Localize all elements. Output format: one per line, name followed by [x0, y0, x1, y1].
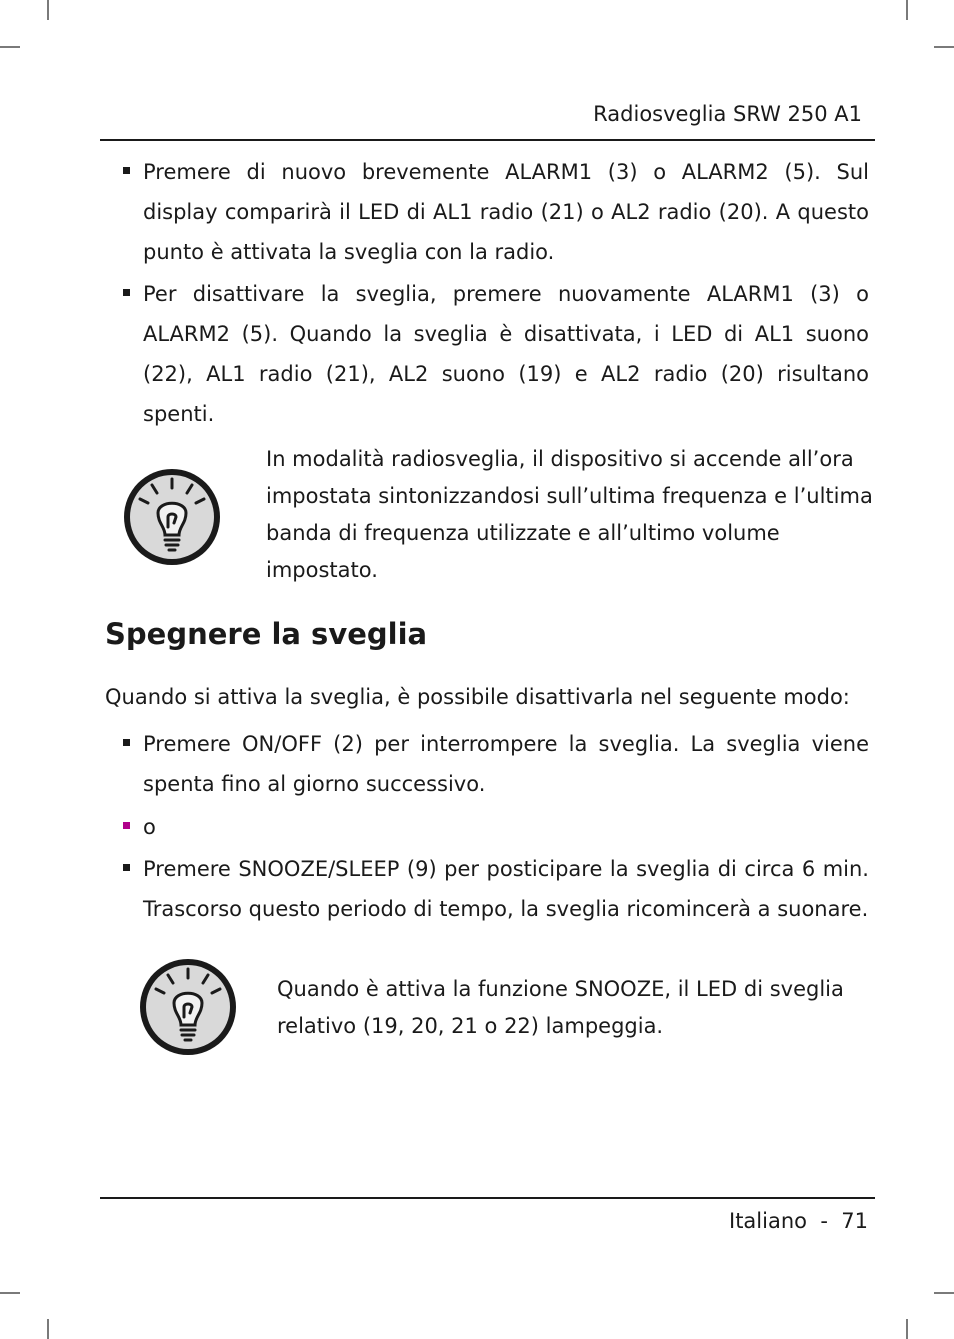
- bullet-marker: [123, 167, 130, 174]
- crop-mark: [47, 0, 49, 20]
- crop-mark: [47, 1319, 49, 1339]
- list-item-text: o: [143, 815, 156, 839]
- crop-mark: [906, 1319, 908, 1339]
- list-item: [123, 849, 869, 929]
- crop-mark: [0, 1292, 20, 1294]
- crop-mark: [934, 1292, 954, 1294]
- list-item: [123, 152, 869, 272]
- lightbulb-icon: [138, 957, 238, 1057]
- footer-rule: [100, 1197, 875, 1199]
- crop-mark: [906, 0, 908, 20]
- list-item-text: Premere SNOOZE/SLEEP (9) per posticipare la sveglia di circa 6 min. Trascorso questo periodo di tempo, la sveglia ricomincerà a suonare.: [143, 857, 869, 921]
- bullet-marker: [123, 864, 130, 871]
- list-item-text: Premere ON/OFF (2) per interrompere la sveglia. La sveglia viene spenta fino al giorno successivo.: [143, 732, 869, 796]
- list-item: [123, 807, 869, 847]
- list-item-text: Premere di nuovo brevemente ALARM1 (3) o ALARM2 (5). Sul display comparirà il LED di AL1 radio (21) o AL2 radio (20). A questo punto è attivata la sveglia con la radio.: [143, 160, 869, 264]
- page-number: Italiano - 71: [729, 1209, 868, 1233]
- running-header: Radiosveglia SRW 250 A1: [593, 102, 862, 126]
- tip-line: banda di frequenza utilizzate e all’ultimo volume: [266, 521, 780, 545]
- crop-mark: [0, 46, 20, 48]
- section-heading: Spegnere la sveglia: [105, 617, 428, 651]
- bullet-marker: [123, 289, 130, 296]
- list-item: [123, 724, 869, 804]
- list-item-text: Per disattivare la sveglia, premere nuovamente ALARM1 (3) o ALARM2 (5). Quando la sveglia è disattivata, i LED di AL1 suono (22), AL1 radio (21), AL2 suono (19) e AL2 radio (20) risultano spenti.: [143, 282, 869, 426]
- tip-line: relativo (19, 20, 21 o 22) lampeggia.: [277, 1014, 664, 1038]
- tip-line: Quando è attiva la funzione SNOOZE, il LED di sveglia: [277, 977, 844, 1001]
- header-rule: [100, 139, 875, 141]
- tip-note: [277, 971, 844, 1045]
- bullet-marker: [123, 822, 130, 829]
- section-intro: Quando si attiva la sveglia, è possibile disattivarla nel seguente modo:: [105, 685, 850, 709]
- tip-note: [266, 441, 873, 589]
- tip-line: impostato.: [266, 558, 378, 582]
- lightbulb-icon: [122, 467, 222, 567]
- bullet-marker: [123, 739, 130, 746]
- list-item: [123, 274, 869, 434]
- tip-line: impostata sintonizzandosi sull’ultima frequenza e l’ultima: [266, 484, 873, 508]
- crop-mark: [934, 46, 954, 48]
- tip-line: In modalità radiosveglia, il dispositivo si accende all’ora: [266, 447, 854, 471]
